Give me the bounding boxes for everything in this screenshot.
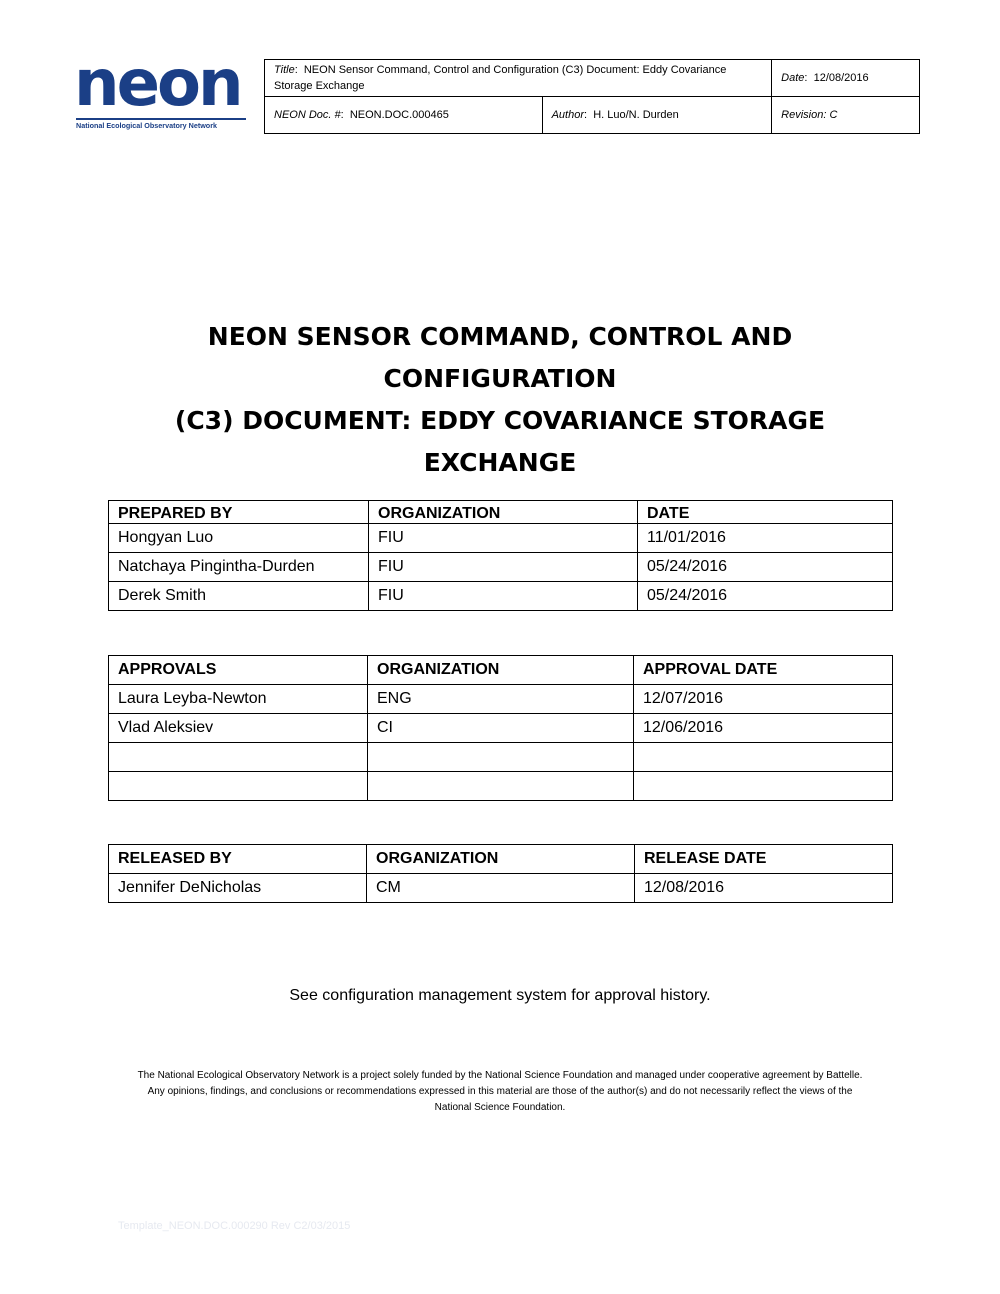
header-title-value: NEON Sensor Command, Control and Configuration (C3) Document: Eddy Covariance Storage Exchange [274,64,727,92]
table-row [109,582,893,611]
table-header-cell: ORGANIZATION [369,501,638,524]
header-docnum-value: NEON.DOC.000465 [349,109,449,121]
header-revision-cell [772,97,920,134]
table-header-cell: ORGANIZATION [368,656,634,685]
table-cell [634,743,893,772]
prepared-by-table [108,500,893,611]
header-revision-label: Revision: C [781,109,838,121]
table-cell [109,772,368,801]
header-author-cell: Author: H. Luo/N. Durden [542,97,772,134]
table-cell [634,772,893,801]
document-title [100,316,900,484]
table-cell: 12/08/2016 [635,874,893,903]
approvals-table [108,655,893,801]
header-date-label: Date [781,72,805,84]
table-header-cell: APPROVALS [109,656,368,685]
table-row [109,772,893,801]
logo-tagline: National Ecological Observatory Network [76,118,246,130]
table-cell: FIU [369,524,638,553]
table-header-cell: RELEASE DATE [635,845,893,874]
table-cell: Jennifer DeNicholas [109,874,367,903]
document-title-line-1: NEON SENSOR COMMAND, CONTROL AND CONFIGURATION [207,322,793,393]
header-date-cell: Date: 12/08/2016 [772,60,920,97]
neon-logo [74,47,248,132]
disclaimer-line-3: National Science Foundation. [434,1102,566,1113]
table-header-cell: DATE [638,501,893,524]
table-cell: Hongyan Luo [109,524,369,553]
document-header-table [264,59,920,134]
table-cell: 12/07/2016 [634,685,893,714]
disclaimer-line-2: Any opinions, findings, and conclusions or recommendations expressed in this material are those of the author(s) and do not necessarily reflect the views of the [147,1086,853,1097]
header-title-cell: Title: NEON Sensor Command, Control and Configuration (C3) Document: Eddy Covariance Storage Exchange [265,60,772,97]
released-by-table [108,844,893,903]
table-cell: FIU [369,553,638,582]
disclaimer-line-1: The National Ecological Observatory Network is a project solely funded by the National Science Foundation and managed under cooperative agreement by Battelle. [137,1070,863,1081]
table-cell: 11/01/2016 [638,524,893,553]
table-row [109,714,893,743]
header-title-label: Title [274,64,295,76]
table-cell: 12/06/2016 [634,714,893,743]
table-cell: ENG [368,685,634,714]
table-header-cell: APPROVAL DATE [634,656,893,685]
table-header-cell: ORGANIZATION [367,845,635,874]
table-row [109,524,893,553]
table-cell: Laura Leyba-Newton [109,685,368,714]
approval-history-note: See configuration management system for approval history. [289,987,711,1004]
table-cell: Vlad Aleksiev [109,714,368,743]
logo-wordmark: neon [74,47,241,121]
table-cell: Natchaya Pingintha-Durden [109,553,369,582]
table-cell: CM [367,874,635,903]
header-docnum-cell: NEON Doc. #: NEON.DOC.000465 [265,97,543,134]
table-cell [368,743,634,772]
table-header-cell: RELEASED BY [109,845,367,874]
header-author-label: Author [551,109,585,121]
table-header-cell: PREPARED BY [109,501,369,524]
table-row [109,685,893,714]
header-author-value: H. Luo/N. Durden [593,109,679,121]
table-row [109,874,893,903]
table-cell: CI [368,714,634,743]
template-identifier: Template_NEON.DOC.000290 Rev C2/03/2015 [118,1220,351,1232]
table-cell: FIU [369,582,638,611]
funding-disclaimer [110,1068,890,1116]
document-title-line-2: (C3) DOCUMENT: EDDY COVARIANCE STORAGE EXCHANGE [174,406,826,477]
header-docnum-label: NEON Doc. # [274,109,341,121]
table-cell: 05/24/2016 [638,582,893,611]
header-date-value: 12/08/2016 [813,72,869,84]
table-cell: 05/24/2016 [638,553,893,582]
table-row [109,743,893,772]
table-cell [368,772,634,801]
table-cell [109,743,368,772]
table-row [109,553,893,582]
table-cell: Derek Smith [109,582,369,611]
